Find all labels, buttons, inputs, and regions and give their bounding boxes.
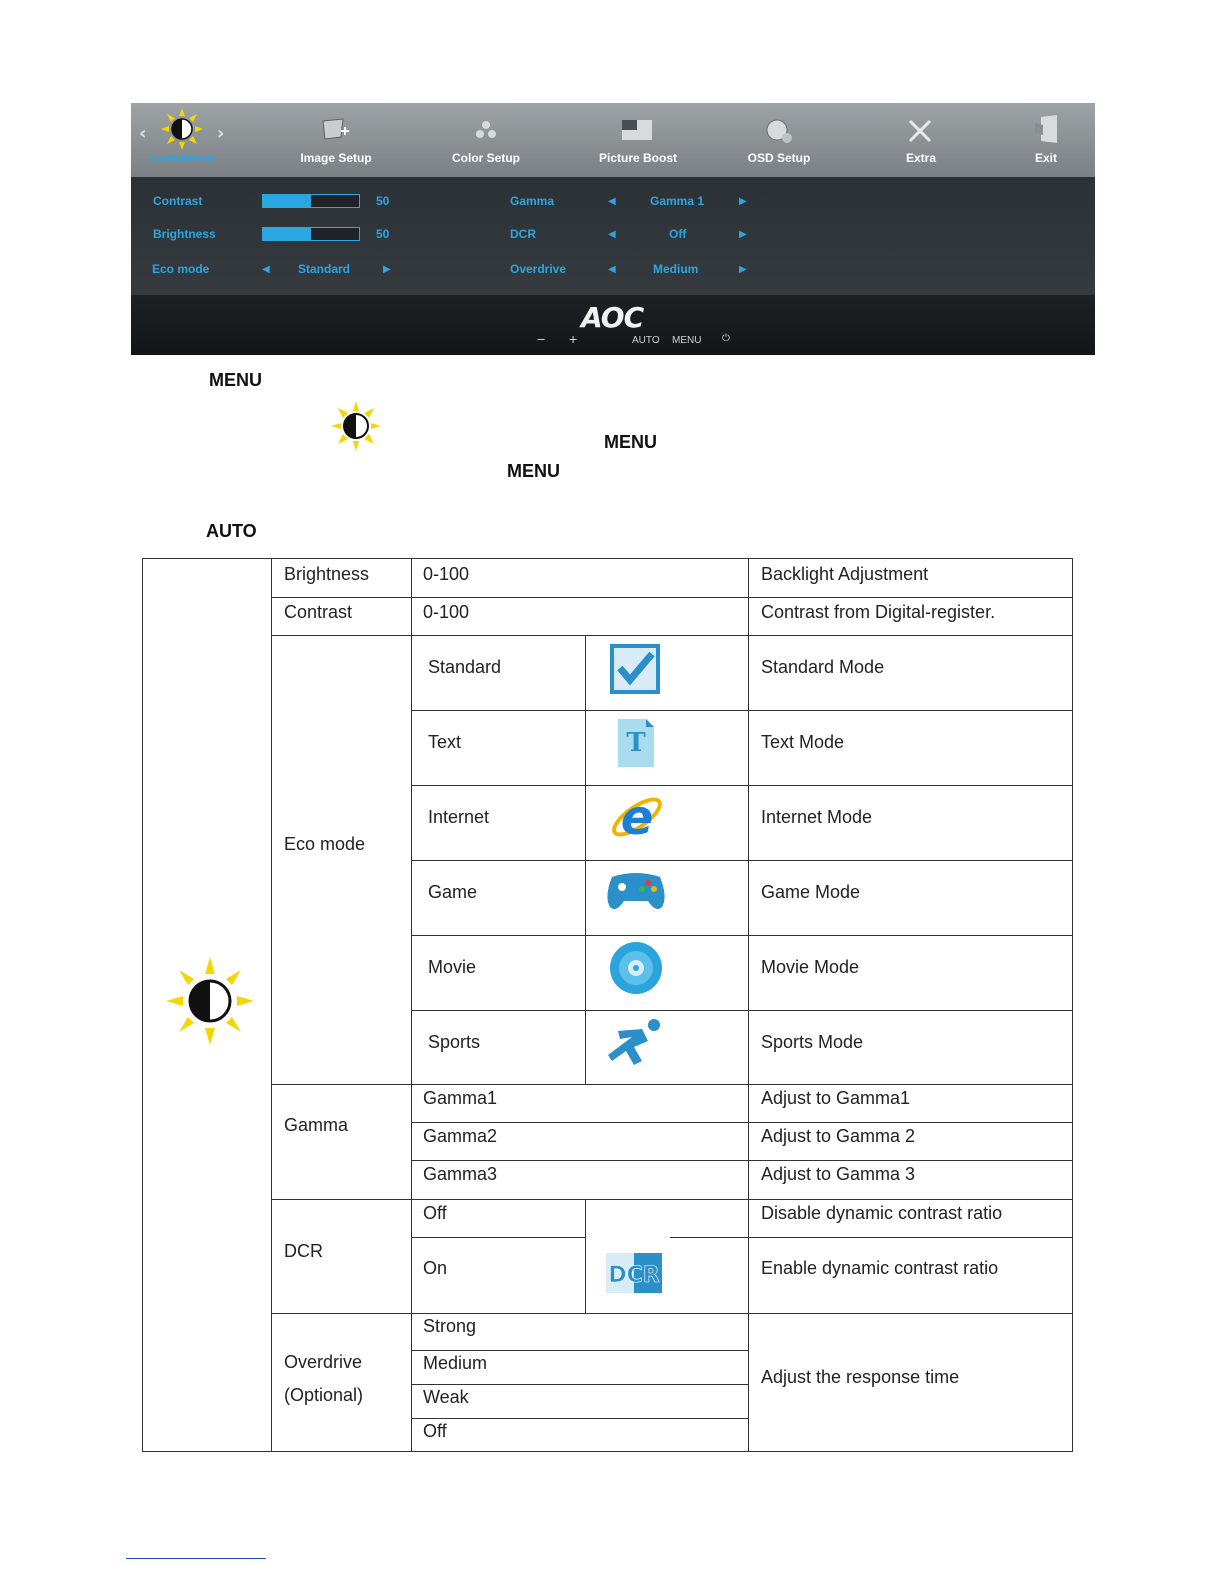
svg-text:T: T bbox=[626, 728, 646, 758]
monitor-bezel bbox=[131, 295, 1095, 355]
eco-description: Sports Mode bbox=[761, 1032, 864, 1052]
tab-label: OSD Setup bbox=[747, 151, 811, 165]
osd-eco-value: Standard bbox=[298, 262, 351, 276]
table-icon-column bbox=[142, 558, 272, 1452]
overdrive-description: Adjust the response time bbox=[761, 1367, 960, 1387]
table-cell bbox=[411, 1237, 586, 1314]
table-cell bbox=[748, 1313, 1073, 1452]
optional-note: (Optional) bbox=[284, 1385, 364, 1405]
gamma-description: Adjust to Gamma 2 bbox=[761, 1126, 916, 1146]
luminance-sun-icon bbox=[330, 400, 382, 452]
arrow-left-icon[interactable]: ◀ bbox=[608, 196, 616, 207]
osd-dcr-label: DCR bbox=[510, 227, 536, 241]
menu-keyword: MENU bbox=[209, 370, 262, 390]
tab-picture-boost[interactable] bbox=[563, 103, 713, 177]
table-cell bbox=[748, 558, 1073, 598]
tab-label: Color Setup bbox=[452, 151, 520, 165]
gamma-option: Gamma2 bbox=[423, 1126, 498, 1146]
exit-door-icon bbox=[1033, 115, 1061, 145]
osd-brightness-label: Brightness bbox=[153, 227, 216, 241]
aoc-logo: AOC bbox=[581, 301, 644, 334]
table-cell bbox=[748, 597, 1073, 636]
tab-image-setup[interactable] bbox=[261, 103, 411, 177]
table-row-overdrive bbox=[271, 1313, 412, 1452]
tab-osd-setup[interactable] bbox=[704, 103, 854, 177]
table-cell bbox=[411, 1160, 749, 1200]
slider-fill bbox=[263, 195, 311, 207]
table-cell bbox=[411, 785, 586, 861]
tab-label: Extra bbox=[905, 151, 937, 165]
osd-overdrive-label: Overdrive bbox=[510, 262, 567, 276]
arrow-right-icon[interactable]: ▶ bbox=[739, 264, 747, 275]
tools-icon bbox=[906, 117, 934, 145]
table-cell bbox=[585, 785, 749, 861]
osd-dcr-value: Off bbox=[669, 227, 687, 241]
tab-label: Picture Boost bbox=[598, 151, 677, 165]
table-cell bbox=[411, 860, 586, 936]
table-cell bbox=[585, 1199, 749, 1314]
runner-icon bbox=[604, 1017, 668, 1071]
arrow-left-icon[interactable]: ◀ bbox=[608, 264, 616, 275]
osd-settings-panel bbox=[131, 177, 1095, 295]
arrow-left-icon[interactable]: ◀ bbox=[262, 264, 270, 275]
gamma-description: Adjust to Gamma1 bbox=[761, 1088, 911, 1108]
setting-description: Backlight Adjustment bbox=[761, 564, 929, 584]
osd-gamma-label: Gamma bbox=[510, 194, 555, 208]
eco-description: Movie Mode bbox=[761, 957, 860, 977]
dcr-description: Disable dynamic contrast ratio bbox=[761, 1203, 1003, 1223]
osd-setup-icon bbox=[764, 117, 794, 145]
arrow-right-icon[interactable]: ▶ bbox=[739, 196, 747, 207]
eco-option: Movie bbox=[428, 957, 477, 977]
eco-description: Text Mode bbox=[761, 732, 845, 752]
setting-description: Contrast from Digital-register. bbox=[761, 602, 996, 622]
tab-label: Luminance bbox=[150, 151, 214, 165]
menu-keyword: MENU bbox=[507, 461, 560, 481]
auto-button[interactable]: AUTO bbox=[632, 335, 660, 346]
auto-keyword: AUTO bbox=[206, 521, 257, 541]
table-cell bbox=[585, 710, 749, 786]
dcr-option: Off bbox=[423, 1203, 447, 1223]
osd-brightness-slider[interactable] bbox=[262, 227, 360, 241]
osd-screenshot bbox=[131, 103, 1095, 355]
table-cell bbox=[411, 1010, 586, 1085]
setting-name: Eco mode bbox=[284, 834, 366, 854]
eco-option: Internet bbox=[428, 807, 490, 827]
table-cell bbox=[411, 635, 586, 711]
tab-label: Exit bbox=[1034, 151, 1057, 165]
color-setup-icon bbox=[471, 117, 501, 143]
eco-option: Text bbox=[428, 732, 462, 752]
osd-tab-bar bbox=[131, 103, 1095, 177]
menu-keyword: MENU bbox=[604, 432, 657, 452]
gamepad-icon bbox=[604, 867, 668, 915]
table-cell bbox=[748, 635, 1073, 711]
overdrive-option: Medium bbox=[423, 1353, 488, 1373]
osd-contrast-label: Contrast bbox=[153, 194, 203, 208]
picture-boost-icon bbox=[621, 117, 653, 143]
menu-button[interactable]: MENU bbox=[672, 335, 702, 346]
setting-range: 0-100 bbox=[423, 564, 470, 584]
table-cell bbox=[411, 1313, 749, 1351]
eco-description: Standard Mode bbox=[761, 657, 885, 677]
osd-eco-label: Eco mode bbox=[152, 262, 210, 276]
osd-brightness-value: 50 bbox=[376, 227, 390, 241]
dcr-icon-text: DCR bbox=[608, 1263, 660, 1288]
nav-right-icon[interactable]: › bbox=[217, 123, 225, 144]
dcr-icon bbox=[605, 1252, 663, 1294]
table-cell bbox=[748, 1199, 1073, 1238]
tab-color-setup[interactable] bbox=[411, 103, 561, 177]
eco-option: Game bbox=[428, 882, 478, 902]
table-cell bbox=[748, 1122, 1073, 1161]
table-cell bbox=[748, 1237, 1073, 1314]
luminance-table bbox=[142, 558, 1073, 1452]
table-cell bbox=[748, 860, 1073, 936]
table-cell bbox=[411, 1122, 749, 1161]
eco-description: Internet Mode bbox=[761, 807, 873, 827]
luminance-sun-icon bbox=[160, 107, 204, 151]
setting-range: 0-100 bbox=[423, 602, 470, 622]
setting-name: DCR bbox=[284, 1241, 323, 1261]
table-cell bbox=[585, 935, 749, 1011]
table-cell bbox=[748, 710, 1073, 786]
nav-left-icon[interactable]: ‹ bbox=[139, 123, 147, 144]
table-cell bbox=[585, 860, 749, 936]
tab-luminance[interactable] bbox=[131, 103, 257, 177]
table-row-dcr bbox=[271, 1199, 412, 1314]
overdrive-option: Strong bbox=[423, 1316, 477, 1336]
table-row-gamma bbox=[271, 1084, 412, 1200]
osd-contrast-value: 50 bbox=[376, 194, 390, 208]
table-cell bbox=[748, 1084, 1073, 1123]
setting-name: Gamma bbox=[284, 1115, 349, 1135]
luminance-sun-icon bbox=[165, 956, 255, 1046]
setting-name: Overdrive bbox=[284, 1352, 363, 1372]
tab-label: Image Setup bbox=[300, 151, 372, 165]
image-setup-icon bbox=[321, 117, 351, 143]
table-cell bbox=[748, 1010, 1073, 1085]
table-row-contrast bbox=[271, 597, 412, 636]
eco-description: Game Mode bbox=[761, 882, 861, 902]
gamma-description: Adjust to Gamma 3 bbox=[761, 1164, 916, 1184]
table-cell bbox=[411, 1084, 749, 1123]
checkbox-icon bbox=[608, 642, 662, 696]
table-row-brightness bbox=[271, 558, 412, 598]
setting-name: Brightness bbox=[284, 564, 370, 584]
power-icon[interactable]: ⏻ bbox=[722, 333, 730, 344]
table-cell bbox=[411, 1384, 749, 1419]
arrow-right-icon[interactable]: ▶ bbox=[739, 229, 747, 240]
table-cell bbox=[411, 597, 749, 636]
slider-fill bbox=[263, 228, 311, 240]
table-cell bbox=[748, 1160, 1073, 1200]
text-document-icon bbox=[616, 717, 656, 769]
arrow-right-icon[interactable]: ▶ bbox=[383, 264, 391, 275]
setting-name: Contrast bbox=[284, 602, 353, 622]
osd-overdrive-value: Medium bbox=[653, 262, 699, 276]
table-cell bbox=[585, 635, 749, 711]
arrow-left-icon[interactable]: ◀ bbox=[608, 229, 616, 240]
gamma-option: Gamma3 bbox=[423, 1164, 498, 1184]
overdrive-option: Weak bbox=[423, 1387, 469, 1407]
osd-gamma-value: Gamma 1 bbox=[650, 194, 705, 208]
overdrive-option: Off bbox=[423, 1421, 447, 1441]
gamma-option: Gamma1 bbox=[423, 1088, 498, 1108]
footnote-rule bbox=[126, 1558, 266, 1559]
table-cell bbox=[585, 1010, 749, 1085]
table-cell bbox=[748, 935, 1073, 1011]
divider bbox=[670, 1237, 749, 1238]
disc-icon bbox=[608, 940, 664, 996]
table-cell bbox=[411, 558, 749, 598]
minus-button[interactable]: − bbox=[537, 331, 546, 347]
table-row-eco-mode bbox=[271, 635, 412, 1085]
table-cell bbox=[411, 935, 586, 1011]
svg-text:e: e bbox=[620, 790, 654, 846]
eco-option: Standard bbox=[428, 657, 502, 677]
internet-explorer-icon bbox=[608, 788, 666, 846]
table-cell bbox=[411, 1350, 749, 1385]
table-cell bbox=[411, 1418, 749, 1452]
dcr-description: Enable dynamic contrast ratio bbox=[761, 1258, 999, 1278]
table-cell bbox=[411, 1199, 586, 1238]
table-cell bbox=[411, 710, 586, 786]
dcr-option: On bbox=[423, 1258, 448, 1278]
table-cell bbox=[748, 785, 1073, 861]
osd-contrast-slider[interactable] bbox=[262, 194, 360, 208]
tab-exit[interactable] bbox=[971, 103, 1095, 177]
eco-option: Sports bbox=[428, 1032, 481, 1052]
plus-button[interactable]: + bbox=[569, 331, 578, 347]
